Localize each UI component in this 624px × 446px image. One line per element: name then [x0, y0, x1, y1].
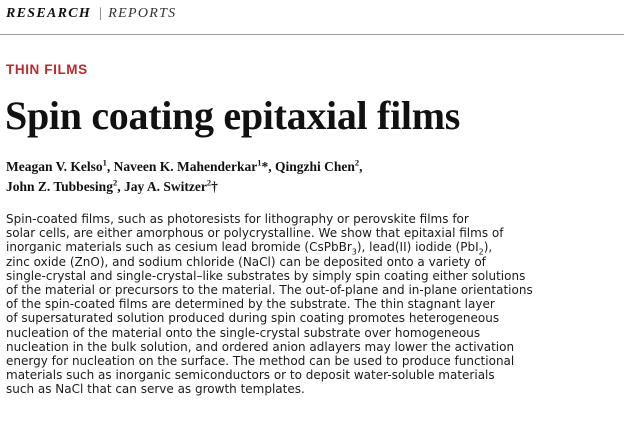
abstract-line: Spin-coated films, such as photoresists for lithography or perovskite films for — [6, 212, 469, 226]
affiliation-mark: 2 — [206, 177, 212, 188]
author-separator: , — [117, 179, 124, 194]
abstract-line: inorganic materials such as cesium lead bromide (CsPbBr$_3$), lead(II) iodide (PbI$_2$), — [6, 240, 493, 257]
chemical-subscript: 3 — [351, 247, 357, 257]
header-rule — [0, 34, 624, 35]
article-title: Spin coating epitaxial films — [5, 93, 460, 138]
author-name[interactable]: Qingzhi Chen — [275, 159, 355, 174]
abstract-line: of the material or precursors to the material. The out-of-plane and in-plane orientations — [6, 283, 533, 298]
abstract-line: energy for nucleation on the surface. The method can be used to produce functional — [6, 354, 515, 369]
author-name[interactable]: Jay A. Switzer — [123, 179, 207, 194]
author-line — [6, 177, 363, 197]
abstract-line: of supersaturated solution produced during spin coating promotes heterogeneous — [6, 311, 500, 326]
author-name[interactable]: John Z. Tubbesing — [6, 179, 113, 194]
affiliation-mark: 2 — [112, 177, 118, 188]
author-name[interactable]: Meagan V. Kelso — [6, 159, 103, 174]
author-separator: , — [359, 159, 363, 174]
corresponding-author-mark: † — [211, 179, 218, 194]
abstract-line: zinc oxide (ZnO), and sodium chloride (NaCl) can be deposited onto a variety of — [6, 254, 486, 269]
author-line — [6, 157, 363, 177]
abstract-line: nucleation of the material onto the single-crystal substrate over homogeneous — [6, 325, 481, 340]
header-separator: | — [98, 6, 104, 21]
author-separator: *, — [261, 159, 275, 174]
abstract-line: of the spin-coated films are determined by the substrate. The thin stagnant layer — [6, 297, 495, 312]
topic-kicker: THIN FILMS — [6, 62, 88, 77]
abstract-line: solar cells, are either amorphous or polycrystalline. We show that epitaxial films of — [6, 226, 504, 241]
abstract-text — [6, 212, 622, 397]
affiliation-mark: 1 — [102, 157, 107, 168]
affiliation-mark: 1 — [257, 157, 262, 168]
journal-header — [6, 6, 176, 22]
affiliation-mark: 2 — [354, 157, 360, 168]
chemical-subscript: 2 — [478, 247, 484, 257]
subsection-label: REPORTS — [108, 6, 177, 21]
abstract-line: materials such as inorganic semiconductors or to deposit water-soluble materials — [6, 368, 495, 383]
abstract-line: single-crystal and single-crystal–like substrates by simply spin coating either solutions — [6, 268, 526, 283]
section-label: RESEARCH — [6, 6, 92, 21]
abstract-line: such as NaCl that can serve as growth templates. — [6, 382, 305, 397]
author-list — [6, 157, 363, 197]
author-name[interactable]: Naveen K. Mahenderkar — [113, 159, 258, 174]
author-separator: , — [106, 159, 114, 174]
abstract-line: nucleation in the bulk solution, and ordered anion adlayers may lower the activation — [6, 339, 515, 354]
